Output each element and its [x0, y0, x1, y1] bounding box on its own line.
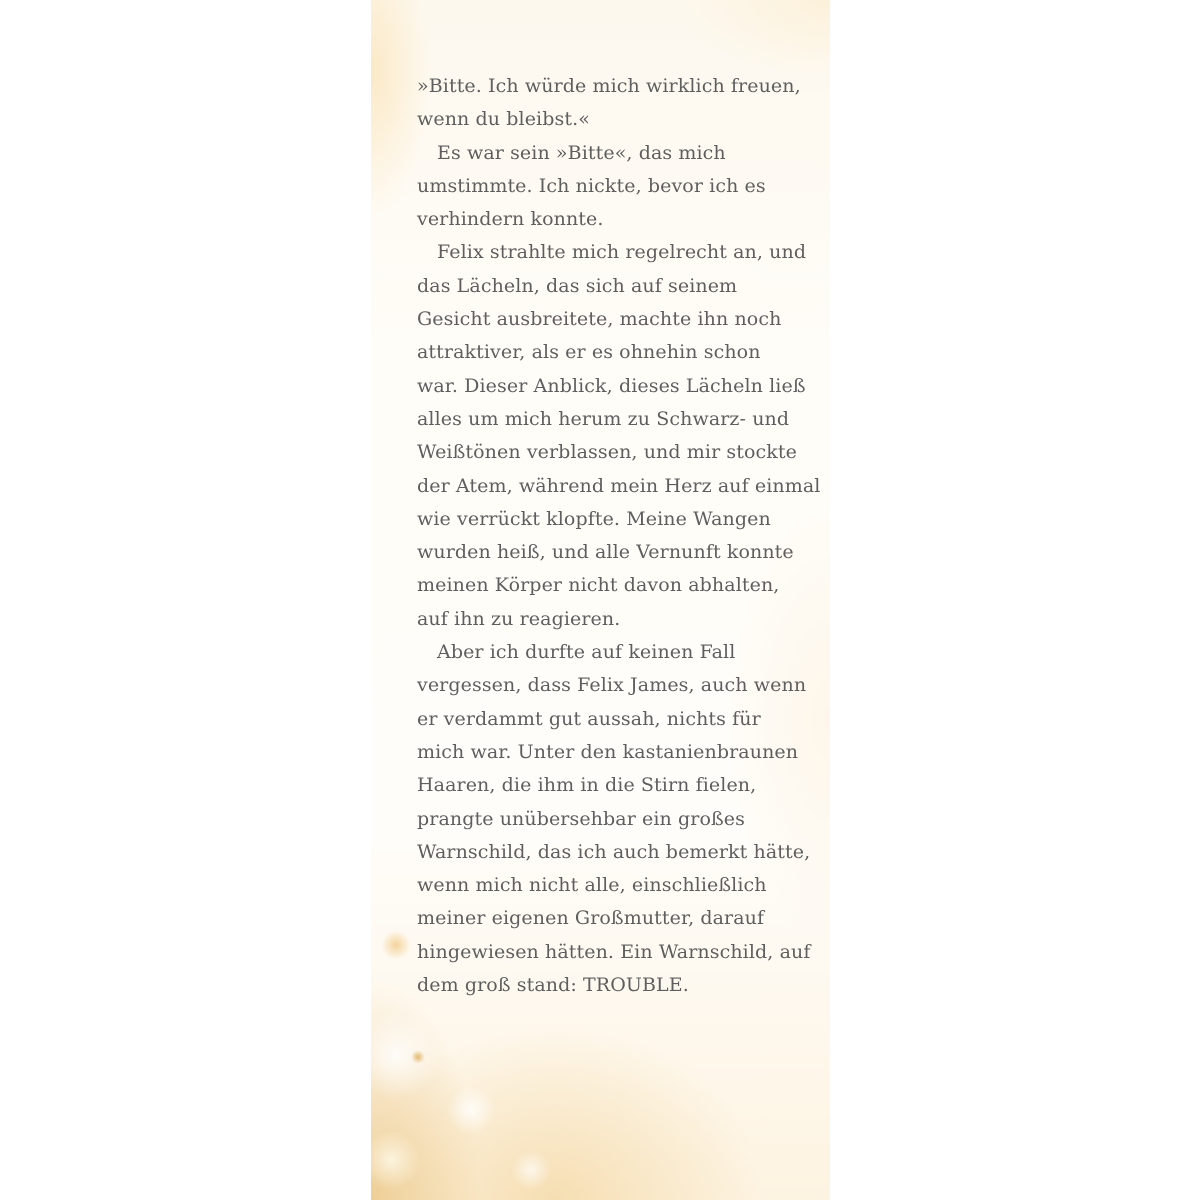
text-line: mich war. Unter den kastanienbraunen [417, 740, 799, 763]
text-line: Haaren, die ihm in die Stirn fielen, [417, 774, 757, 797]
text-line: alles um mich herum zu Schwarz- und [417, 407, 790, 430]
bokeh-light [411, 1050, 425, 1064]
bokeh-light [371, 1010, 441, 1100]
text-line: der Atem, während mein Herz auf einmal [417, 474, 821, 497]
bokeh-light [381, 930, 411, 960]
text-line: Felix strahlte mich regelrecht an, und [437, 241, 807, 264]
text-line: umstimmte. Ich nickte, bevor ich es [417, 174, 766, 197]
text-line: Aber ich durfte auf keinen Fall [437, 641, 736, 664]
text-line: dem groß stand: TROUBLE. [417, 974, 689, 997]
text-line: Weißtönen verblassen, und mir stockte [417, 441, 797, 464]
text-line: meinen Körper nicht davon abhalten, [417, 574, 780, 597]
text-line: wenn mich nicht alle, einschließlich [417, 874, 767, 897]
text-line: hingewiesen hätten. Ein Warnschild, auf [417, 940, 811, 963]
bokeh-light [371, 1130, 421, 1190]
text-line: war. Dieser Anblick, dieses Lächeln ließ [417, 374, 806, 397]
bokeh-light [446, 1085, 496, 1135]
text-line: Es war sein »Bitte«, das mich [437, 141, 726, 164]
book-page [371, 0, 830, 1200]
text-line: wie verrückt klopfte. Meine Wangen [417, 507, 771, 530]
page-text [417, 70, 821, 1002]
text-line: meiner eigenen Großmutter, darauf [417, 907, 765, 930]
text-line: verhindern konnte. [417, 208, 604, 231]
text-line: attraktiver, als er es ohnehin schon [417, 341, 761, 364]
text-line: Warnschild, das ich auch bemerkt hätte, [417, 840, 811, 863]
text-line: er verdammt gut aussah, nichts für [417, 707, 761, 730]
text-line: »Bitte. Ich würde mich wirklich freuen, [417, 75, 801, 97]
text-line: auf ihn zu reagieren. [417, 607, 621, 630]
bokeh-light [511, 1150, 551, 1190]
text-line: wurden heiß, und alle Vernunft konnte [417, 541, 794, 564]
text-line: prangte unübersehbar ein großes [417, 807, 746, 830]
text-line: vergessen, dass Felix James, auch wenn [417, 674, 807, 697]
text-line: das Lächeln, das sich auf seinem [417, 274, 738, 297]
text-line: Gesicht ausbreitete, machte ihn noch [417, 308, 782, 331]
text-line: wenn du bleibst.« [417, 108, 590, 131]
